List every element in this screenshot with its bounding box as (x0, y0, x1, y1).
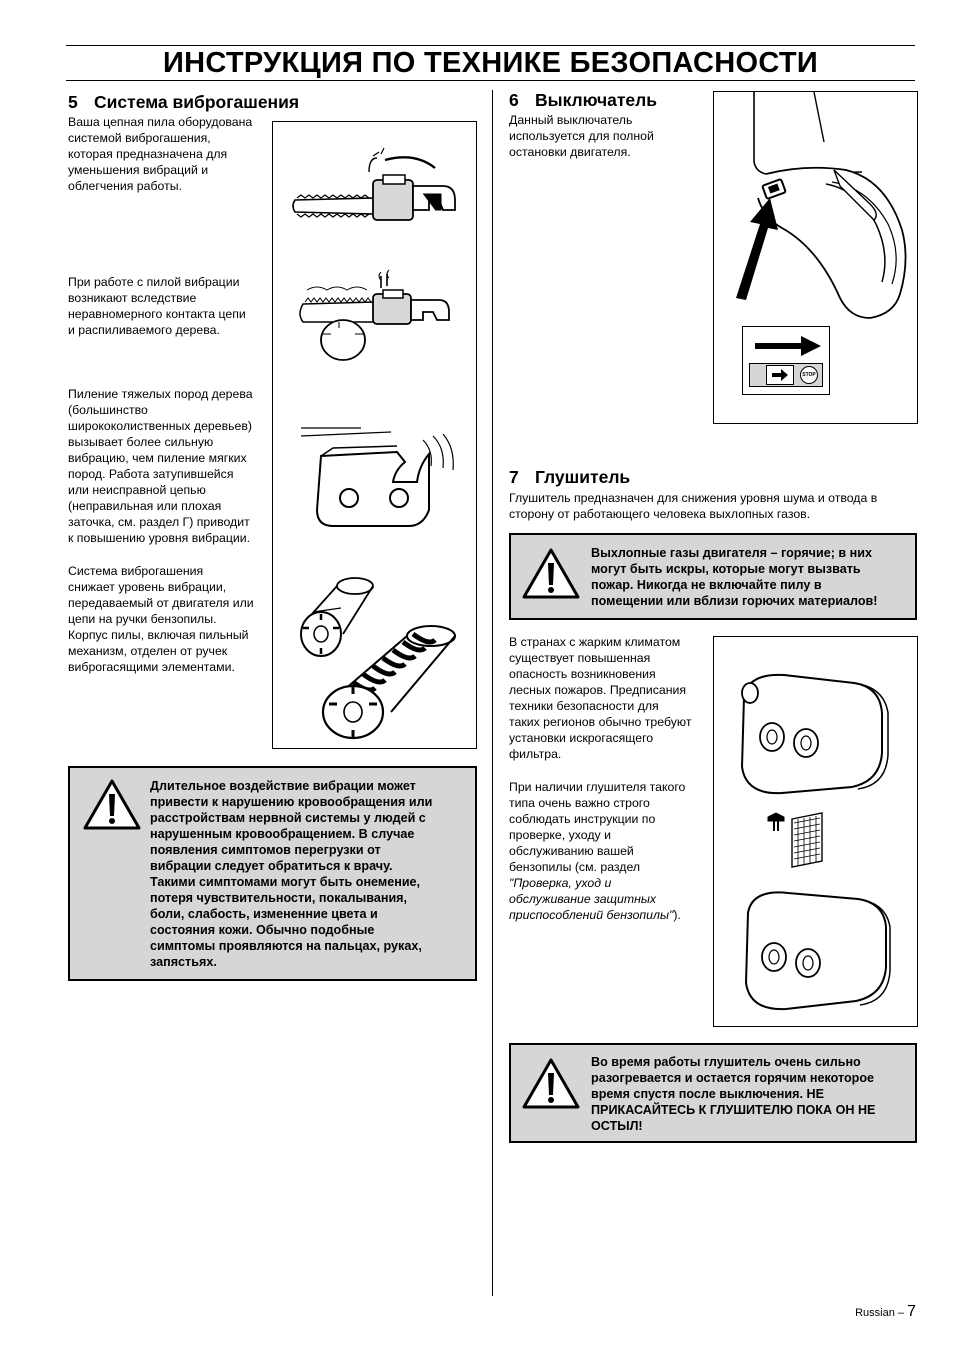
warning-triangle-icon (521, 1057, 581, 1111)
page-number: 7 (907, 1303, 916, 1320)
section-5-paragraph-2: При работе с пилой вибрации возникают вследствие неравномерного контакта цепи и распиливаемого дерева. (68, 275, 246, 337)
page-footer (855, 1303, 916, 1321)
section-7-paragraph-3: При наличии глушителя такого типа очень важно строго соблюдать инструкции по проверке, уходу и обслуживанию вашей бензопилы (см. раздел "Проверка, уход и обслуживание защитных приспособлений бензопилы"). (509, 780, 686, 922)
muffler-with-screen-illustration (714, 873, 919, 1023)
stop-switch-panel (749, 363, 823, 387)
arrow-right-icon (753, 333, 823, 359)
section-6-paragraph-1: Данный выключатель используется для полной остановки двигателя. (509, 113, 654, 159)
section-5-heading: 5 Система виброгашения (68, 92, 300, 112)
section-7-paragraph-1: Глушитель предназначен для снижения уровня шума и отвода в сторону от работающего человека выхлопных газов. (509, 491, 878, 521)
exhaust-warning-text: Выхлопные газы двигателя – горячие; в них могут быть искры, которые могут вызвать пожар. Никогда не включайте пилу в помещении или вблизи горючих материалов! (591, 546, 878, 608)
section-7-reference-italic: "Проверка, уход и обслуживание защитных приспособлений бензопилы" (509, 876, 674, 922)
section-7-heading: 7 Глушитель (509, 467, 631, 487)
top-rule (66, 45, 915, 46)
vibration-warning-box (68, 766, 477, 981)
stop-switch-illustration-frame (713, 91, 918, 424)
muffler-hot-warning-text: Во время работы глушитель очень сильно разогревается и остается горячим некоторое время спустя после выключения. НЕ ПРИКАСАЙТЕСЬ К ГЛУШИТЕЛЮ ПОКА ОН НЕ ОСТЫЛ! (591, 1055, 876, 1133)
warning-triangle-icon (82, 778, 142, 832)
muffler-illustration-frame (713, 636, 918, 1027)
section-7-paragraph-2: В странах с жарким климатом существует повышенная опасность возникновения лесных пожаров. Предписания техники безопасности для таких регионов обычно требуют установки искрогасящего фильтра. (509, 635, 692, 761)
muffler-illustration (714, 657, 919, 817)
page-title: ИНСТРУКЦИЯ ПО ТЕХНИКЕ БЕЗОПАСНОСТИ (162, 47, 819, 79)
stop-decal (742, 326, 830, 395)
vibration-warning-text: Длительное воздействие вибрации может привести к нарушению кровообращения или расстройствам нервной системы у людей с нарушенным кровообращением. В случае появления симптомов перегрузки от вибрации следует обратиться к врачу. Такими симптомами могут быть онемение, потеря чувствительности, покалывания, боли, слабость, измененние цвета и состояния кожи. Обычно подобные симптомы проявляются на пальцах, руках, запястьях. (150, 779, 433, 969)
section-5-paragraph-3: Пиление тяжелых пород дерева (большинство ширококолиственных деревьев) вызывает более сильную вибрацию, чем пиление мягких пород. Работа затупившейся или неисправной цепью (неправильная или плохая заточка, см. раздел Г) приводит к повышению уровня вибрации. (68, 387, 253, 545)
column-divider (492, 90, 493, 1296)
warning-triangle-icon (521, 547, 581, 601)
section-5-paragraph-1: Ваша цепная пила оборудована системой виброгашения, которая предназначена для уменьшения вибраций и облегчения работы. (68, 115, 253, 193)
footer-language: Russian – (855, 1307, 905, 1319)
exhaust-warning-box (509, 533, 917, 620)
spark-arrestor-screen-illustration (714, 801, 919, 881)
saw-chain-link-illustration (273, 412, 478, 532)
title-underline (66, 80, 915, 81)
vibration-dampers-illustration (273, 572, 478, 752)
vibration-illustrations-frame (272, 121, 477, 749)
section-5-paragraph-4: Система виброгашения снижает уровень вибрации, передаваемый от двигателя или цепи на ручки бензопилы. Корпус пилы, включая пильный механизм, отделен от ручек виброгасящими элементами. (68, 564, 254, 674)
chainsaw-illustration (273, 142, 478, 252)
section-6-heading: 6 Выключатель (509, 90, 658, 110)
switch-arrow-cell (766, 365, 794, 385)
chainsaw-handle-switch-illustration (714, 92, 919, 322)
stop-symbol-icon: STOP (800, 366, 818, 384)
muffler-hot-warning-box (509, 1043, 917, 1143)
chainsaw-cutting-log-illustration (273, 264, 478, 374)
small-arrow-right-icon (771, 368, 789, 382)
